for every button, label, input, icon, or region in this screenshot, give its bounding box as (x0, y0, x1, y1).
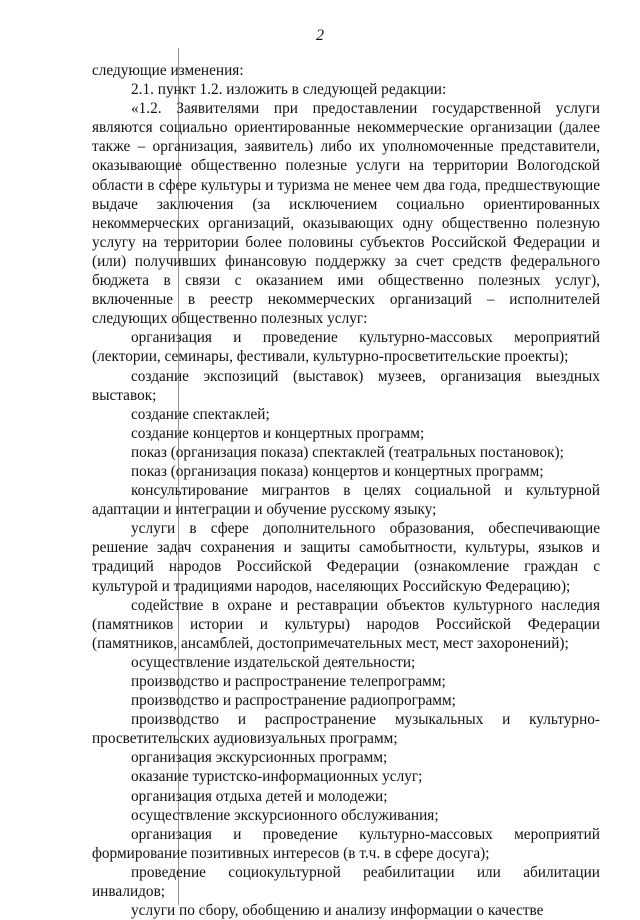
paragraph: осуществление издательской деятельности; (131, 653, 416, 671)
paragraph: производство и распространение телепрограмм; (131, 673, 446, 690)
paragraph: создание концертов и концертных программ; (131, 424, 425, 442)
paragraph: «1.2. Заявителями при предоставлении государственной услуги являются социально ориентированные некоммерческие организации (далее также – организация, заявитель) либо их уполномоченные представители, оказывающие общественно полезные услуги на территории Вологодской области в сфере культуры и туризма не менее чем два года, предшествующие выдаче заключения (за исключением социально ориентированных некоммерческих организаций, оказывающих одну общественно полезную услугу на территории более половины субъектов Российской Федерации и (или) получивших финансовую поддержку за счет средств федерального бюджета в связи с оказанием ими общественно полезных услуг), включенные в реестр некоммерческих организаций – исполнителей следующих общественно полезных услуг: (92, 100, 600, 328)
paragraph: услуги в сфере дополнительного образования, обеспечивающие решение задач сохранения и защиты самобытности, культуры, языков и традиций народов Российской Федерации (ознакомление граждан с культурой и традициями народов, населяющих Российскую Федерацию); (92, 520, 600, 595)
paragraph: осуществление экскурсионного обслуживания; (131, 806, 439, 824)
paragraph: проведение социокультурной реабилитации или абилитации инвалидов; (92, 863, 600, 901)
paragraph: показ (организация показа) спектаклей (театральных постановок); (131, 443, 564, 461)
paragraph: производство и распространение радиопрограмм; (131, 692, 456, 710)
paragraph: содействие в охране и реставрации объектов культурного наследия (памятников истории и культуры) народов Российской Федерации (памятников, ансамблей, достопримечательных мест, мест захоронений); (92, 596, 600, 652)
paragraph: организация и проведение культурно-массовых мероприятий (лектории, семинары, фестивали, культурно-просветительские проекты); (92, 329, 600, 366)
paragraph: оказание туристско-информационных услуг; (131, 768, 423, 786)
paragraph: показ (организация показа) концертов и концертных программ; (131, 462, 544, 480)
paragraph: услуги по сбору, обобщению и анализу информации о качестве (131, 902, 544, 920)
paragraph: следующие изменения: (92, 62, 244, 79)
page-number: 2 (316, 27, 324, 44)
paragraph: производство и распространение музыкальных и культурно-просветительских аудиовизуальных программ; (92, 711, 600, 748)
paragraph: создание спектаклей; (131, 405, 270, 423)
paragraph: организация экскурсионных программ; (131, 749, 388, 767)
document-body (92, 61, 600, 920)
paragraph: консультирование мигрантов в целях социальной и культурной адаптации и интеграции и обучение русскому языку; (92, 482, 600, 519)
paragraph: организация и проведение культурно-массовых мероприятий формирование позитивных интересов (в т.ч. в сфере досуга); (92, 825, 600, 862)
paragraph: 2.1. пункт 1.2. изложить в следующей редакции: (131, 81, 447, 99)
paragraph: организация отдыха детей и молодежи; (131, 787, 388, 805)
paragraph: создание экспозиций (выставок) музеев, организация выездных выставок; (92, 367, 600, 404)
